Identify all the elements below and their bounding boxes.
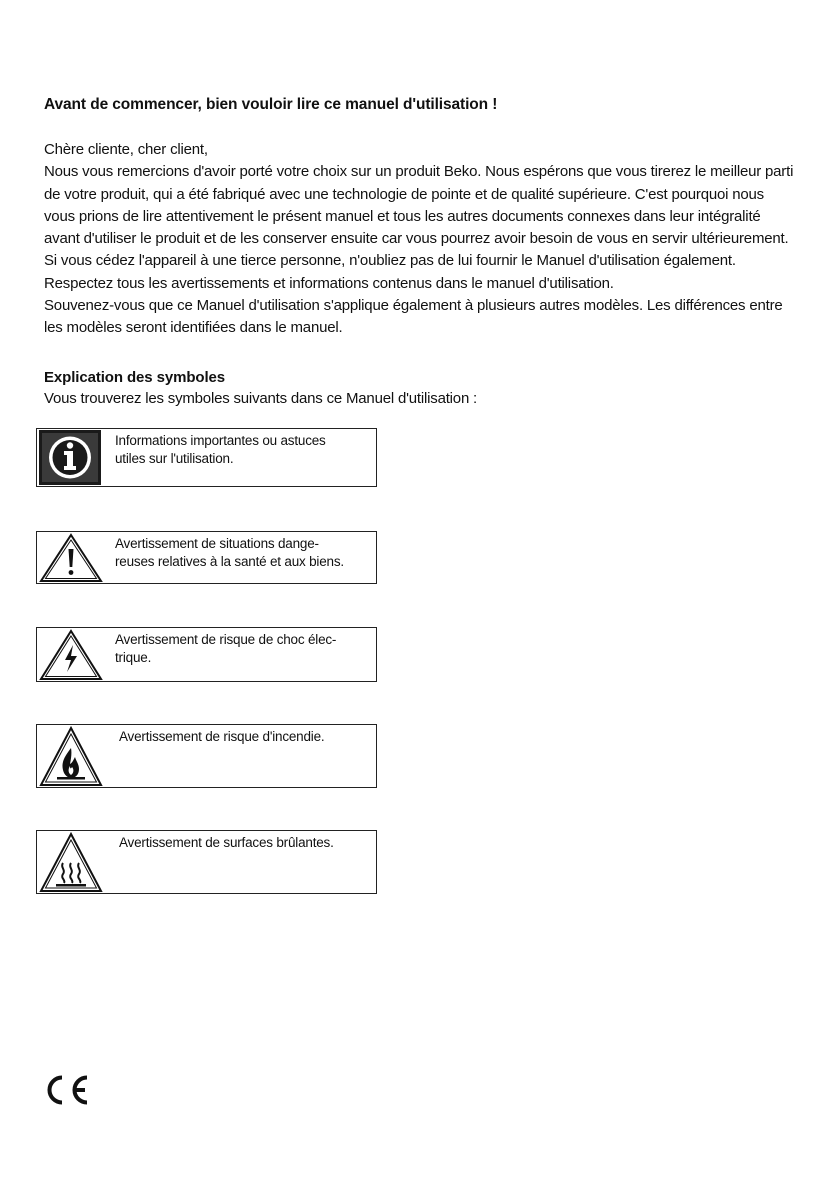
symbol-description: Avertissement de situations dange- reuses relatives à la santé et aux biens. — [115, 536, 344, 569]
intro-text — [44, 139, 796, 340]
ce-mark-logo — [42, 1074, 92, 1111]
symbol-box-electric — [36, 627, 377, 682]
symbol-box-info — [36, 428, 377, 487]
fire-icon — [39, 726, 103, 792]
section-heading: Explication des symboles — [44, 369, 225, 386]
symbol-description: Avertissement de risque d'incendie. — [119, 729, 325, 744]
intro-paragraph-2: Souvenez-vous que ce Manuel d'utilisation s'applique également à plusieurs autres modèles. Les différences entre les modèles seront identifiées dans le manuel. — [44, 297, 783, 337]
page-title: Avant de commencer, bien vouloir lire ce manuel d'utilisation ! — [44, 96, 498, 113]
symbol-box-hot-surface — [36, 830, 377, 894]
intro-paragraph-1: Nous vous remercions d'avoir porté votre choix sur un produit Beko. Nous espérons que vous tirerez le meilleur parti de votre produit, qui a été fabriqué avec une technologie de pointe et de qualité supérieure. C'est pourquoi nous vous prions de lire attentivement le présent manuel et tous les autres documents connexes dans leur intégralité avant d'utiliser le produit et de les conserver ensuite car vous pourrez avoir besoin de vous en servir ultérieurement. Si vous cédez l'appareil à une tierce personne, n'oubliez pas de lui fournir le Manuel d'utilisation également. Respectez tous les avertissements et informations contenus dans le manuel d'utilisation. — [44, 163, 794, 292]
symbol-description: Avertissement de surfaces brûlantes. — [119, 835, 334, 850]
info-icon — [39, 430, 101, 490]
greeting: Chère cliente, cher client, — [44, 141, 208, 158]
symbol-description: Avertissement de risque de choc élec- trique. — [115, 632, 337, 665]
warning-icon — [39, 533, 103, 588]
symbol-description: Informations importantes ou astuces utiles sur l'utilisation. — [115, 433, 326, 466]
hot-surface-icon — [39, 832, 103, 898]
electric-shock-icon — [39, 629, 103, 686]
symbol-box-fire — [36, 724, 377, 788]
symbol-box-danger — [36, 531, 377, 584]
section-intro: Vous trouverez les symboles suivants dans ce Manuel d'utilisation : — [44, 390, 478, 407]
